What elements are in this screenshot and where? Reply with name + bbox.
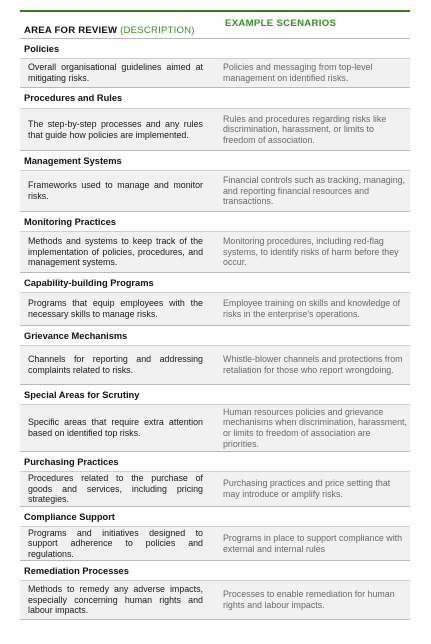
example-cell <box>217 346 410 384</box>
example-text: Monitoring procedures, including red-flag systems, to identify risks of harm before they occur. <box>223 236 399 268</box>
table-row <box>20 404 410 451</box>
description-text: The step-by-step processes and any rules that guide how policies are implemented. <box>28 118 203 140</box>
example-cell <box>217 293 410 325</box>
area-for-review-header: AREA FOR REVIEW (DESCRIPTION) <box>24 25 195 36</box>
example-text: Processes to enable remediation for human rights and labour impacts. <box>223 589 395 610</box>
table-row <box>20 471 410 506</box>
description-text: Methods to remedy any adverse impacts, especially concerning human rights and labour impacts. <box>28 584 203 616</box>
example-text: Programs in place to support compliance with external and internal rules <box>223 532 403 554</box>
description-cell <box>20 581 217 619</box>
example-cell <box>217 232 410 272</box>
table-row <box>20 58 410 87</box>
table-body <box>20 38 410 619</box>
example-text: Policies and messaging from top-level management on identified risks. <box>223 62 373 83</box>
section-title-remediation-processes: Remediation Processes <box>20 560 410 580</box>
table-row <box>20 170 410 211</box>
description-text: Procedures related to the purchase of goods and services, including pricing strategies. <box>28 473 203 505</box>
table-row <box>20 345 410 384</box>
description-cell <box>20 527 217 560</box>
description-text: Frameworks used to manage and monitor risks. <box>28 180 203 201</box>
example-cell <box>217 171 410 211</box>
section-title-purchasing-practices: Purchasing Practices <box>20 451 410 471</box>
table-row <box>20 292 410 325</box>
description-cell <box>20 293 217 325</box>
example-text: Rules and procedures regarding risks like discrimination, harassment, or limits to freedom of association. <box>223 113 387 145</box>
example-cell <box>217 527 410 560</box>
description-text: Programs that equip employees with the necessary skills to manage risks. <box>28 298 203 319</box>
example-scenarios-header: EXAMPLE SCENARIOS <box>225 18 337 29</box>
description-text: Methods and systems to keep track of the implementation of policies, procedures, and management systems. <box>28 236 203 268</box>
description-cell <box>20 232 217 272</box>
bottom-rule <box>20 619 410 620</box>
description-text: Programs and initiatives designed to support adherence to policies and regulations. <box>28 527 203 559</box>
table-header <box>20 12 410 38</box>
example-cell <box>217 405 410 451</box>
description-text: Overall organisational guidelines aimed at mitigating risks. <box>28 62 203 83</box>
description-label: (DESCRIPTION) <box>120 25 195 36</box>
example-text: Financial controls such as tracking, managing, and reporting financial resources and transactions. <box>223 175 406 207</box>
section-title-management-systems: Management Systems <box>20 150 410 170</box>
table-row <box>20 108 410 150</box>
example-cell <box>217 109 410 150</box>
example-cell <box>217 59 410 87</box>
table-row <box>20 231 410 272</box>
example-text: Human resources policies and grievance mechanisms when discrimination, harassment, or limits to freedom of association are priorities. <box>223 406 407 449</box>
example-cell <box>217 472 410 506</box>
description-cell <box>20 472 217 506</box>
example-text: Purchasing practices and price setting that may introduce or amplify risks. <box>223 478 391 499</box>
section-title-grievance-mechanisms: Grievance Mechanisms <box>20 325 410 345</box>
section-title-special-areas-for-scrutiny: Special Areas for Scrutiny <box>20 384 410 404</box>
description-cell <box>20 346 217 384</box>
description-text: Channels for reporting and addressing complaints related to risks. <box>28 354 203 375</box>
description-cell <box>20 109 217 150</box>
section-title-policies: Policies <box>20 38 410 58</box>
example-cell <box>217 581 410 619</box>
section-title-monitoring-practices: Monitoring Practices <box>20 211 410 231</box>
table-row <box>20 580 410 619</box>
description-cell <box>20 405 217 451</box>
example-text: Whistle-blower channels and protections from retaliation for those who report wrongdoing. <box>223 354 403 375</box>
description-text: Specific areas that require extra attention based on identified top risks. <box>28 417 203 438</box>
section-title-capability-building-programs: Capability-building Programs <box>20 272 410 292</box>
description-cell <box>20 59 217 87</box>
table-row <box>20 526 410 560</box>
section-title-compliance-support: Compliance Support <box>20 506 410 526</box>
section-title-procedures-and-rules: Procedures and Rules <box>20 87 410 108</box>
example-text: Employee training on skills and knowledge of risks in the enterprise's operations. <box>223 298 401 319</box>
review-table <box>20 10 410 620</box>
description-cell <box>20 171 217 211</box>
